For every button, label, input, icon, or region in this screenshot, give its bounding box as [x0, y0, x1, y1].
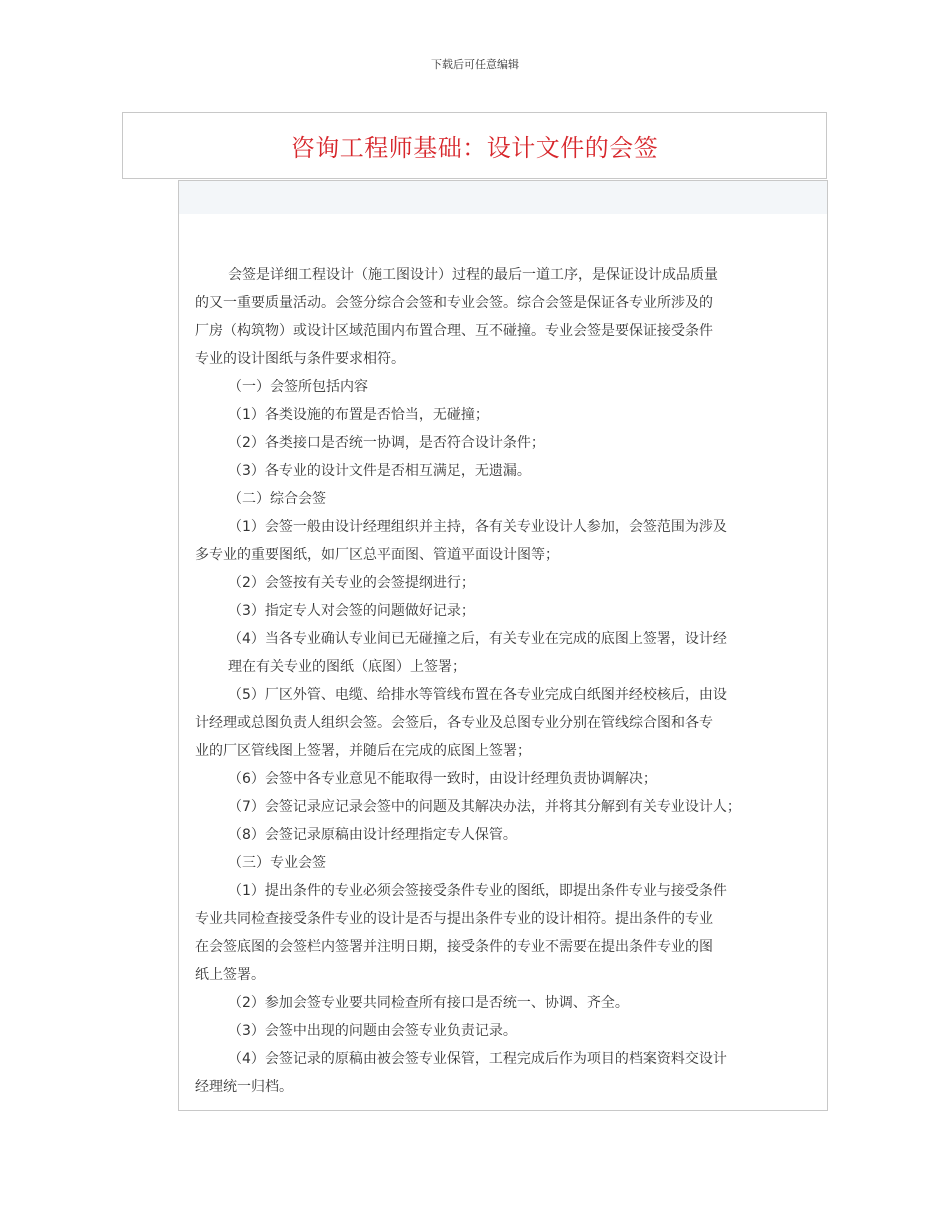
paragraph	[195, 569, 825, 597]
paragraph-line: 计经理或总图负责人组织会签。会签后，各专业及总图专业分别在管线综合图和各专	[195, 715, 713, 731]
paragraph-line: （8）会签记录原稿由设计经理指定专人保管。	[228, 827, 517, 843]
paragraph	[195, 821, 825, 849]
paragraph	[195, 597, 825, 625]
paragraph-line: （7）会签记录应记录会签中的问题及其解决办法，并将其分解到有关专业设计人；	[228, 799, 741, 815]
paragraph-line: 专业共同检查接受条件专业的设计是否与提出条件专业的设计相符。提出条件的专业	[195, 911, 713, 927]
paragraph-line: 专业的设计图纸与条件要求相符。	[195, 351, 405, 367]
paragraph	[195, 373, 825, 401]
paragraph-line: （1）提出条件的专业必须会签接受条件专业的图纸，即提出条件专业与接受条件	[228, 883, 727, 899]
title-box	[122, 112, 827, 179]
paragraph-line: 多专业的重要图纸，如厂区总平面图、管道平面设计图等；	[195, 547, 559, 563]
paragraph	[195, 625, 825, 681]
paragraph-line: 业的厂区管线图上签署，并随后在完成的底图上签署；	[195, 743, 531, 759]
paragraph-line: 厂房（构筑物）或设计区域范围内布置合理、互不碰撞。专业会签是要保证接受条件	[195, 323, 713, 339]
paragraph	[195, 877, 825, 989]
paragraph	[195, 765, 825, 793]
paragraph	[195, 513, 825, 569]
paragraph	[195, 429, 825, 457]
paragraph-line: （4）当各专业确认专业间已无碰撞之后，有关专业在完成的底图上签署，设计经	[228, 631, 727, 647]
article-body	[195, 261, 825, 1101]
page-title: 咨询工程师基础：设计文件的会签	[290, 134, 659, 162]
paragraph	[195, 1017, 825, 1045]
paragraph-line: 理在有关专业的图纸（底图）上签署；	[228, 659, 466, 675]
paragraph-line: 在会签底图的会签栏内签署并注明日期，接受条件的专业不需要在提出条件专业的图	[195, 939, 713, 955]
paragraph-line: （三）专业会签	[228, 855, 326, 871]
paragraph	[195, 261, 825, 373]
paragraph-line: （2）会签按有关专业的会签提纲进行；	[228, 575, 475, 591]
paragraph	[195, 401, 825, 429]
paragraph	[195, 485, 825, 513]
paragraph-line: （3）指定专人对会签的问题做好记录；	[228, 603, 475, 619]
paragraph-line: （6）会签中各专业意见不能取得一致时，由设计经理负责协调解决；	[228, 771, 657, 787]
paragraph-line: （5）厂区外管、电缆、给排水等管线布置在各专业完成白纸图并经校核后，由设	[228, 687, 727, 703]
paragraph-line: （2）各类接口是否统一协调，是否符合设计条件；	[228, 435, 545, 451]
paragraph-line: （3）各专业的设计文件是否相互满足，无遗漏。	[228, 463, 531, 479]
paragraph	[195, 1045, 825, 1101]
paragraph-line: （一）会签所包括内容	[228, 379, 368, 395]
paragraph-line: （二）综合会签	[228, 491, 326, 507]
paragraph-line: （1）各类设施的布置是否恰当，无碰撞；	[228, 407, 489, 423]
paragraph-line: （2）参加会签专业要共同检查所有接口是否统一、协调、齐全。	[228, 995, 629, 1011]
paragraph-line: 会签是详细工程设计（施工图设计）过程的最后一道工序，是保证设计成品质量	[228, 267, 718, 283]
paragraph	[195, 849, 825, 877]
paragraph	[195, 793, 825, 821]
paragraph-line: 经理统一归档。	[195, 1079, 293, 1095]
content-header-band	[179, 181, 827, 214]
paragraph-line: （1）会签一般由设计经理组织并主持，各有关专业设计人参加，会签范围为涉及	[228, 519, 727, 535]
paragraph-line: 的又一重要质量活动。会签分综合会签和专业会签。综合会签是保证各专业所涉及的	[195, 295, 713, 311]
paragraph-line: （3）会签中出现的问题由会签专业负责记录。	[228, 1023, 517, 1039]
paragraph-line: 纸上签署。	[195, 967, 265, 983]
paragraph	[195, 989, 825, 1017]
paragraph	[195, 681, 825, 765]
paragraph-line: （4）会签记录的原稿由被会签专业保管，工程完成后作为项目的档案资料交设计	[228, 1051, 727, 1067]
header-note: 下载后可任意编辑	[431, 58, 519, 71]
paragraph	[195, 457, 825, 485]
